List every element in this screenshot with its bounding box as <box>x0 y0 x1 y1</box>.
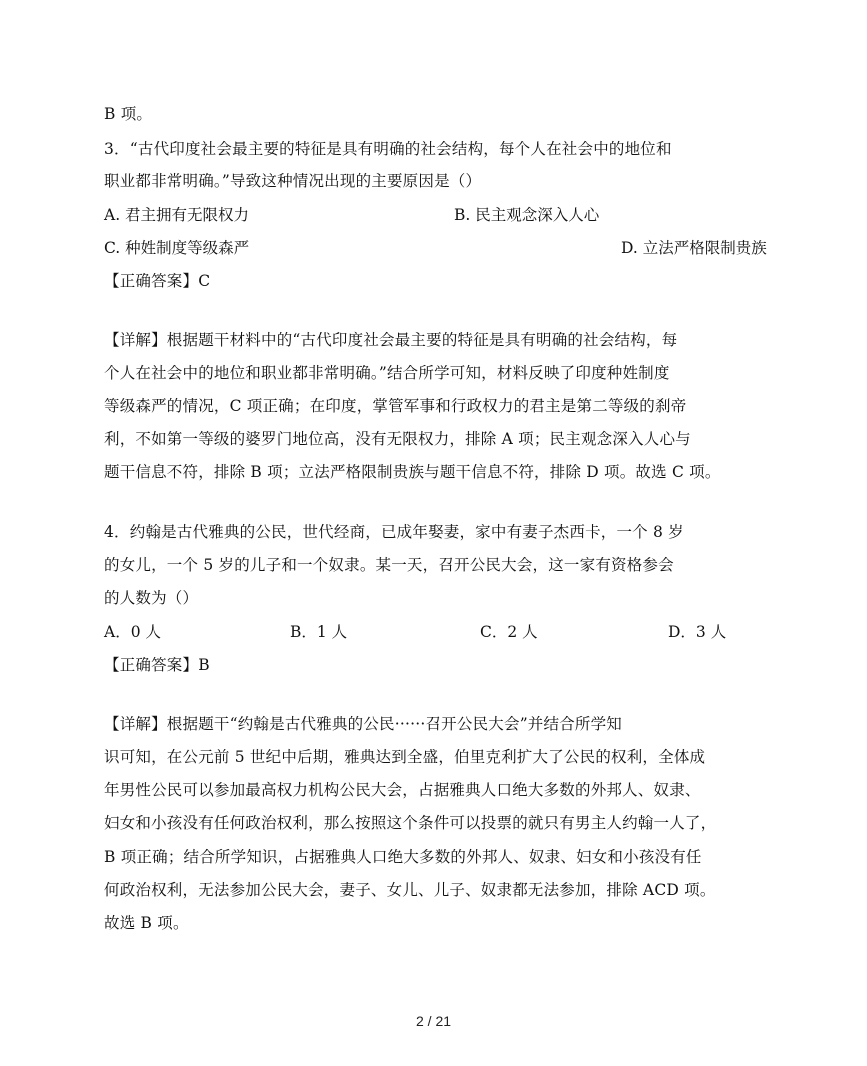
q3-option-d: D. 立法严格限制贵族 <box>621 239 767 257</box>
q4-option-d: D．3 人 <box>668 623 727 641</box>
q4-answer: 【正确答案】B <box>104 656 210 674</box>
q3-explain-line-3: 等级森严的情况，C 项正确；在印度，掌管军事和行政权力的君主是第二等级的刹帝 <box>104 397 687 415</box>
q4-option-a: A．0 人 <box>104 623 161 641</box>
q4-explain-line-3: 年男性公民可以参加最高权力机构公民大会，占据雅典人口绝大多数的外邦人、奴隶、 <box>104 781 701 799</box>
q3-explain-line-5: 题干信息不符，排除 B 项；立法严格限制贵族与题干信息不符，排除 D 项。故选 C 项。 <box>104 463 721 481</box>
q4-stem-line-3: 的人数为（） <box>104 589 199 607</box>
q4-explain-line-6: 何政治权利，无法参加公民大会，妻子、女儿、儿子、奴隶都无法参加，排除 ACD 项。 <box>104 881 716 899</box>
page-number: 2 / 21 <box>415 1013 452 1029</box>
q4-stem-line-2: 的女儿，一个 5 岁的儿子和一个奴隶。某一天，召开公民大会，这一家有资格参会 <box>104 556 674 574</box>
q3-answer: 【正确答案】C <box>104 272 211 290</box>
q3-option-a: A. 君主拥有无限权力 <box>104 206 250 224</box>
q3-option-c: C. 种姓制度等级森严 <box>104 239 250 257</box>
q3-stem-line-1: 3．“古代印度社会最主要的特征是具有明确的社会结构，每个人在社会中的地位和 <box>104 140 672 158</box>
q3-stem-line-2: 职业都非常明确。”导致这种情况出现的主要原因是（） <box>104 172 482 190</box>
q3-explain-line-1: 【详解】根据题干材料中的“古代印度社会最主要的特征是具有明确的社会结构，每 <box>104 331 678 349</box>
q4-explain-line-5: B 项正确；结合所学知识，占据雅典人口绝大多数的外邦人、奴隶、妇女和小孩没有任 <box>104 848 702 866</box>
q3-option-b: B. 民主观念深入人心 <box>454 206 600 224</box>
q4-stem-line-1: 4．约翰是古代雅典的公民，世代经商，已成年娶妻，家中有妻子杰西卡，一个 8 岁 <box>104 523 684 541</box>
q4-option-b: B．1 人 <box>290 623 348 641</box>
q4-explain-line-1: 【详解】根据题干“约翰是古代雅典的公民······召开公民大会”并结合所学知 <box>104 715 623 733</box>
q3-explain-line-4: 利，不如第一等级的婆罗门地位高，没有无限权力，排除 A 项；民主观念深入人心与 <box>104 430 691 448</box>
q4-explain-line-7: 故选 B 项。 <box>104 914 189 932</box>
q4-option-c: C．2 人 <box>480 623 538 641</box>
q3-explain-line-2: 个人在社会中的地位和职业都非常明确。”结合所学可知，材料反映了印度种姓制度 <box>104 364 670 382</box>
q4-explain-line-4: 妇女和小孩没有任何政治权利，那么按照这个条件可以投票的就只有男主人约翰一人了， <box>104 814 717 832</box>
q4-explain-line-2: 识可知，在公元前 5 世纪中后期，雅典达到全盛，伯里克利扩大了公民的权利，全体成 <box>104 748 706 766</box>
prev-answer-tail: B 项。 <box>104 105 153 123</box>
